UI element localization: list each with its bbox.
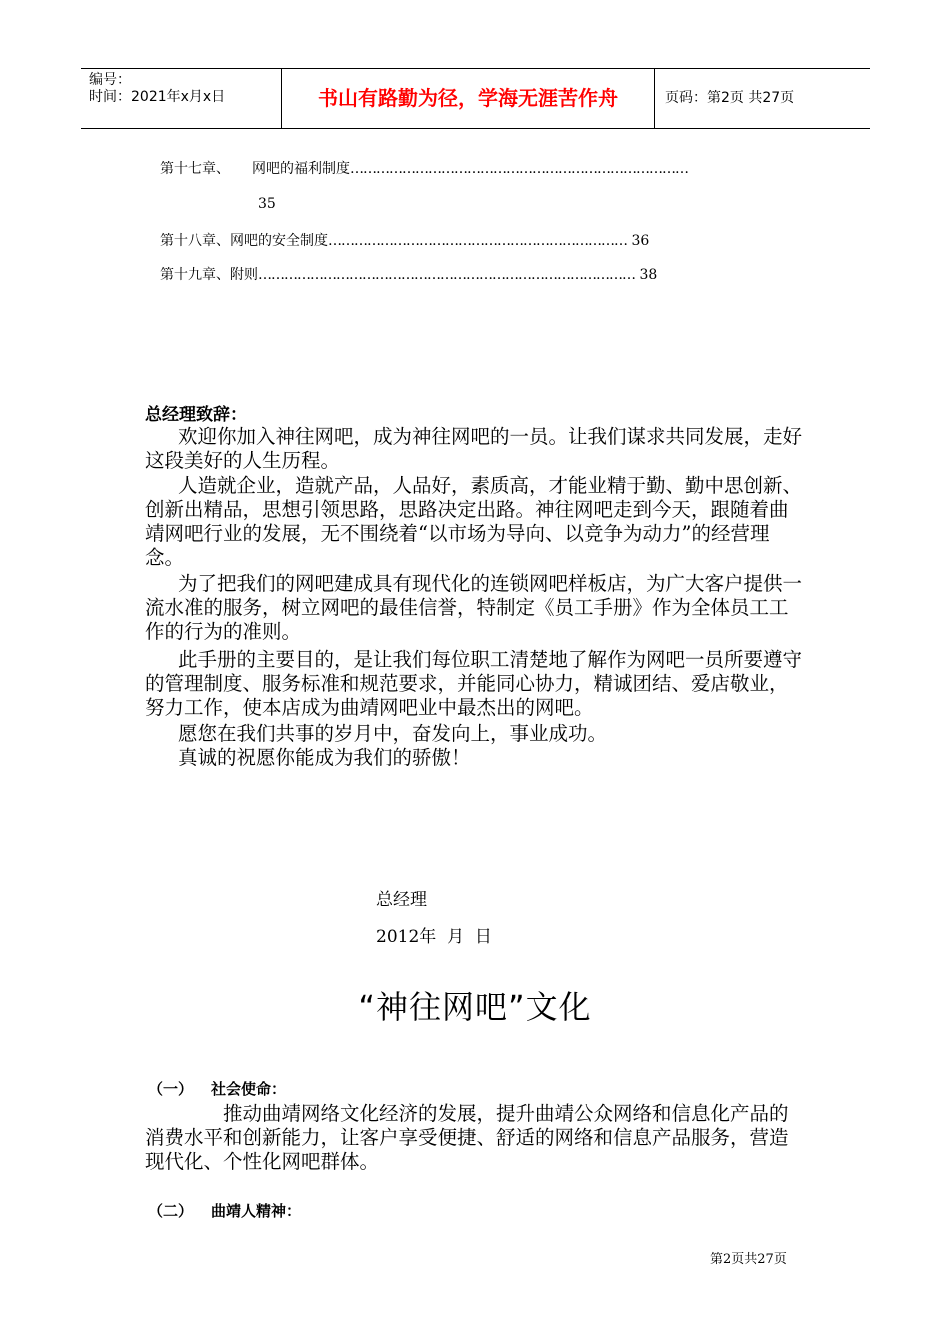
address-paragraph-4: 此手册的主要目的，是让我们每位职工清楚地了解作为网吧一员所要遵守的管理制度、服务标准和规范要求，并能同心协力，精诚团结、爱店敬业，努力工作，使本店成为曲靖网吧业中最杰出的网吧。 — [145, 648, 803, 719]
signature-date: 2012年 月 日 — [376, 927, 492, 947]
section-label: 社会使命： — [211, 1080, 287, 1098]
serial-label: 编号： — [89, 72, 131, 88]
section-label: 曲靖人精神： — [211, 1202, 302, 1220]
header-motto: 书山有路勤为径，学海无涯苦作舟 — [281, 69, 655, 128]
header-meta — [81, 69, 281, 128]
page-header — [81, 68, 870, 129]
toc-entry-18[interactable] — [160, 230, 649, 250]
toc-page-17: 35 — [258, 196, 276, 212]
signature: 总经理 — [376, 890, 427, 910]
section-head-2 — [148, 1200, 301, 1221]
address-heading: 总经理致辞： — [145, 405, 247, 425]
culture-title: “神往网吧”文化 — [358, 988, 592, 1026]
time-label: 时间：2021年x月x日 — [89, 89, 226, 105]
address-paragraph-2: 人造就企业，造就产品，人品好，素质高，才能业精于勤、勤中思创新、创新出精品，思想引领思路，思路决定出路。神往网吧走到今天，跟随着曲靖网吧行业的发展，无不围绕着“以市场为导向、以竞争为动力”的经营理念。 — [145, 474, 803, 569]
address-paragraph-6: 真诚的祝愿你能成为我们的骄傲！ — [178, 746, 471, 769]
address-paragraph-5: 愿您在我们共事的岁月中，奋发向上，事业成功。 — [178, 722, 608, 745]
toc-page: 36 — [631, 233, 650, 249]
toc-dots: …………………………………………………………………………… — [258, 267, 635, 283]
address-paragraph-3: 为了把我们的网吧建成具有现代化的连锁网吧样板店，为广大客户提供一流水准的服务，树立网吧的最佳信誉，特制定《员工手册》作为全体员工工作的行为的准则。 — [145, 572, 803, 643]
toc-chapter: 第十九章、 — [160, 267, 230, 283]
toc-dots: …………………………………………………………… — [328, 233, 627, 249]
toc-chapter: 第十七章、 — [160, 161, 230, 177]
toc-page: 38 — [639, 267, 658, 283]
toc-dots: …………………………………………………………………… — [350, 161, 688, 177]
section-number: （一） — [148, 1080, 194, 1098]
toc-title: 网吧的安全制度 — [230, 233, 328, 249]
section-head-1 — [148, 1078, 286, 1099]
toc-entry-19[interactable] — [160, 264, 657, 284]
footer-page-number: 第2页共27页 — [710, 1252, 787, 1267]
toc-entry-17[interactable] — [160, 158, 688, 178]
toc-chapter: 第十八章、 — [160, 233, 230, 249]
address-paragraph-1: 欢迎你加入神往网吧，成为神往网吧的一员。让我们谋求共同发展，走好这段美好的人生历程。 — [145, 425, 803, 472]
toc-title: 网吧的福利制度 — [252, 161, 350, 177]
toc-title: 附则 — [230, 267, 258, 283]
section-1-text: 推动曲靖网络文化经济的发展，提升曲靖公众网络和信息化产品的消费水平和创新能力，让客户享受便捷、舒适的网络和信息产品服务，营造现代化、个性化网吧群体。 — [145, 1102, 789, 1173]
header-page-label: 页码：第2页 共27页 — [665, 90, 795, 106]
section-number: （二） — [148, 1202, 194, 1220]
